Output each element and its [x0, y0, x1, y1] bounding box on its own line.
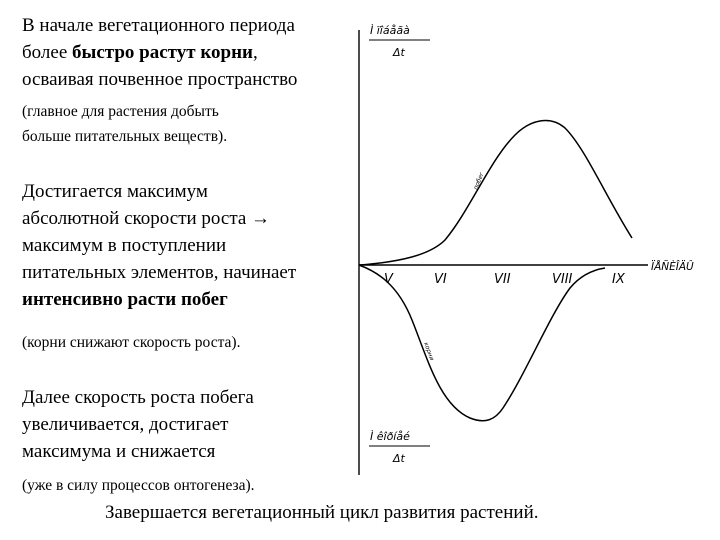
- x-axis-label: ÏÅÑÈÎÄÛ: [651, 261, 694, 273]
- period-label-6: VI: [434, 272, 447, 287]
- bold-text: быстро растут корни: [72, 42, 253, 63]
- period-label-7: VII: [494, 272, 511, 287]
- text-span: (главное для растения добыть: [22, 103, 219, 120]
- bottom-axis-label-numerator: Ì êîðíåé: [370, 430, 410, 443]
- text-span: (корни снижают скорость роста).: [22, 334, 241, 351]
- text-span: Достигается максимум: [22, 181, 208, 202]
- bottom-axis-label-denominator: Δt: [393, 452, 405, 465]
- text-span: абсолютной скорости роста →: [22, 208, 271, 229]
- period-label-5: V: [384, 272, 393, 287]
- text-span: (уже в силу процессов онтогенеза).: [22, 477, 255, 494]
- top-axis-label-numerator: Ì ïîáåãà: [370, 24, 410, 37]
- footer-caption: Завершается вегетационный цикл развития растений.: [105, 502, 539, 523]
- root-curve-label: корни: [422, 341, 436, 362]
- text-span: В начале вегетационного периода: [22, 15, 295, 36]
- text-span: более: [22, 42, 73, 63]
- text-span: увеличивается, достигает: [22, 414, 229, 435]
- root-growth-curve: [359, 265, 605, 421]
- text-span: максимума и снижается: [22, 441, 216, 462]
- period-label-8: VIII: [552, 272, 573, 287]
- shoot-curve-label: побег: [472, 171, 486, 191]
- text-span: больше питательных веществ).: [22, 128, 228, 145]
- text-span: Далее скорость роста побега: [22, 387, 254, 408]
- text-span: питательных элементов, начинает: [22, 262, 297, 283]
- text-span: ,: [253, 42, 258, 63]
- shoot-growth-curve: [359, 121, 632, 265]
- text-span: максимум в поступлении: [22, 235, 227, 256]
- period-label-9: IX: [612, 272, 625, 287]
- top-axis-label-denominator: Δt: [393, 46, 405, 59]
- text-span: осваивая почвенное пространство: [22, 69, 298, 90]
- bold-text: интенсивно расти побег: [22, 289, 228, 310]
